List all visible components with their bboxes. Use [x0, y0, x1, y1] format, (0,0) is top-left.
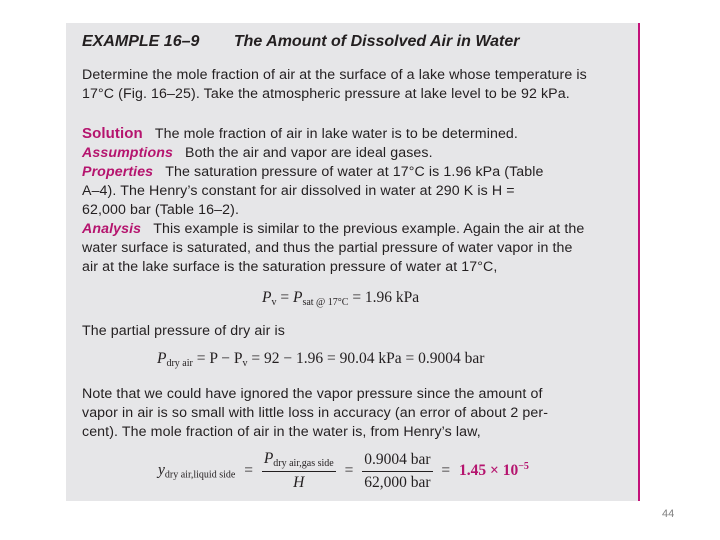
eq1-lhs: P	[262, 289, 272, 306]
eq3-result-value: 1.45 × 10	[459, 461, 519, 479]
assumptions-line	[82, 144, 584, 163]
example-title: The Amount of Dissolved Air in Water	[233, 33, 520, 50]
page-number: 44	[662, 508, 675, 520]
equation-mole-fraction: $y_{dry air,liquid side}$ = $\frac{P_{dry air,gas side}}{H}$ = $\frac{\text{0.9004 bar}}{\text{62,000 bar}}$ = $1.45 \times 10^{-5}$	[158, 450, 529, 491]
analysis-line-1	[82, 220, 584, 239]
properties-line-2: A–4). The Henry’s constant for air dissolved in water at 290 K is H =	[82, 183, 515, 199]
eq3-frac2-den: 62,000 bar	[364, 473, 431, 491]
properties-line-3: 62,000 bar (Table 16–2).	[82, 202, 239, 218]
eq3-result	[459, 462, 529, 479]
analysis-line-3: air at the lake surface is the saturation pressure of water at 17°C,	[82, 259, 498, 275]
eq1-p: P	[292, 289, 303, 306]
eq3-fraction-symbolic	[262, 450, 336, 492]
properties-text-1: The saturation pressure of water at 17°C is 1.96 kPa (Table	[165, 164, 544, 180]
note-line-3: cent). The mole fraction of air in the water is, from Henry’s law,	[82, 424, 481, 440]
note-paragraph	[82, 385, 548, 442]
solution-label: Solution	[82, 125, 143, 142]
eq3-lhs: y	[158, 461, 165, 479]
eq3-lhs-sub: dry air,liquid side	[164, 469, 236, 481]
eq2-lhs: P	[157, 350, 167, 367]
properties-label: Properties	[82, 164, 154, 180]
eq2-rhs: = 92 − 1.96 = 90.04 kPa = 0.9004 bar	[251, 350, 485, 367]
example-panel	[66, 23, 640, 501]
eq1-lhs-sub: v	[271, 297, 277, 308]
eq2-mid-sub: v	[242, 358, 248, 369]
solution-text: The mole fraction of air in lake water is to be determined.	[154, 126, 518, 142]
solution-line	[82, 124, 584, 144]
eq3-result-exp: −5	[518, 460, 529, 472]
problem-line-2: 17°C (Fig. 16–25). Take the atmospheric pressure at lake level to be 92 kPa.	[82, 86, 570, 102]
analysis-line-2: water surface is saturated, and thus the partial pressure of water vapor in the	[82, 240, 573, 256]
eq2-mid: = P − P	[196, 350, 243, 367]
problem-statement	[82, 66, 587, 104]
example-number: EXAMPLE 16–9	[82, 33, 200, 50]
analysis-label: Analysis	[82, 221, 142, 237]
eq1-p-sub: sat @ 17°C	[302, 297, 349, 308]
eq3-frac1-num-sub: dry air,gas side	[273, 458, 334, 469]
dry-air-intro: The partial pressure of dry air is	[82, 323, 285, 339]
eq3-fraction-numeric	[362, 451, 432, 492]
equation-vapor-pressure: $P_v = P_{sat @ 17^\circ C} = 1.96$ kPa	[262, 289, 420, 308]
eq1-rhs: = 1.96 kPa	[352, 289, 420, 306]
solution-section	[82, 124, 584, 277]
assumptions-text: Both the air and vapor are ideal gases.	[185, 145, 433, 161]
eq2-lhs-sub: dry air	[166, 358, 193, 369]
note-line-1: Note that we could have ignored the vapor pressure since the amount of	[82, 386, 543, 402]
equation-dry-air-pressure	[157, 350, 484, 369]
eq3-frac1-num: P	[263, 450, 274, 467]
properties-line-1	[82, 163, 584, 182]
note-line-2: vapor in air is so small with little loss in accuracy (an error of about 2 per-	[82, 405, 549, 421]
example-header	[82, 33, 520, 51]
assumptions-label: Assumptions	[82, 145, 173, 161]
analysis-text-1: This example is similar to the previous example. Again the air at the	[153, 221, 585, 237]
eq3-frac1-den: H	[293, 474, 305, 491]
eq3-frac2-num: 0.9004 bar	[362, 451, 432, 472]
problem-line-1: Determine the mole fraction of air at the surface of a lake whose temperature is	[82, 67, 587, 83]
